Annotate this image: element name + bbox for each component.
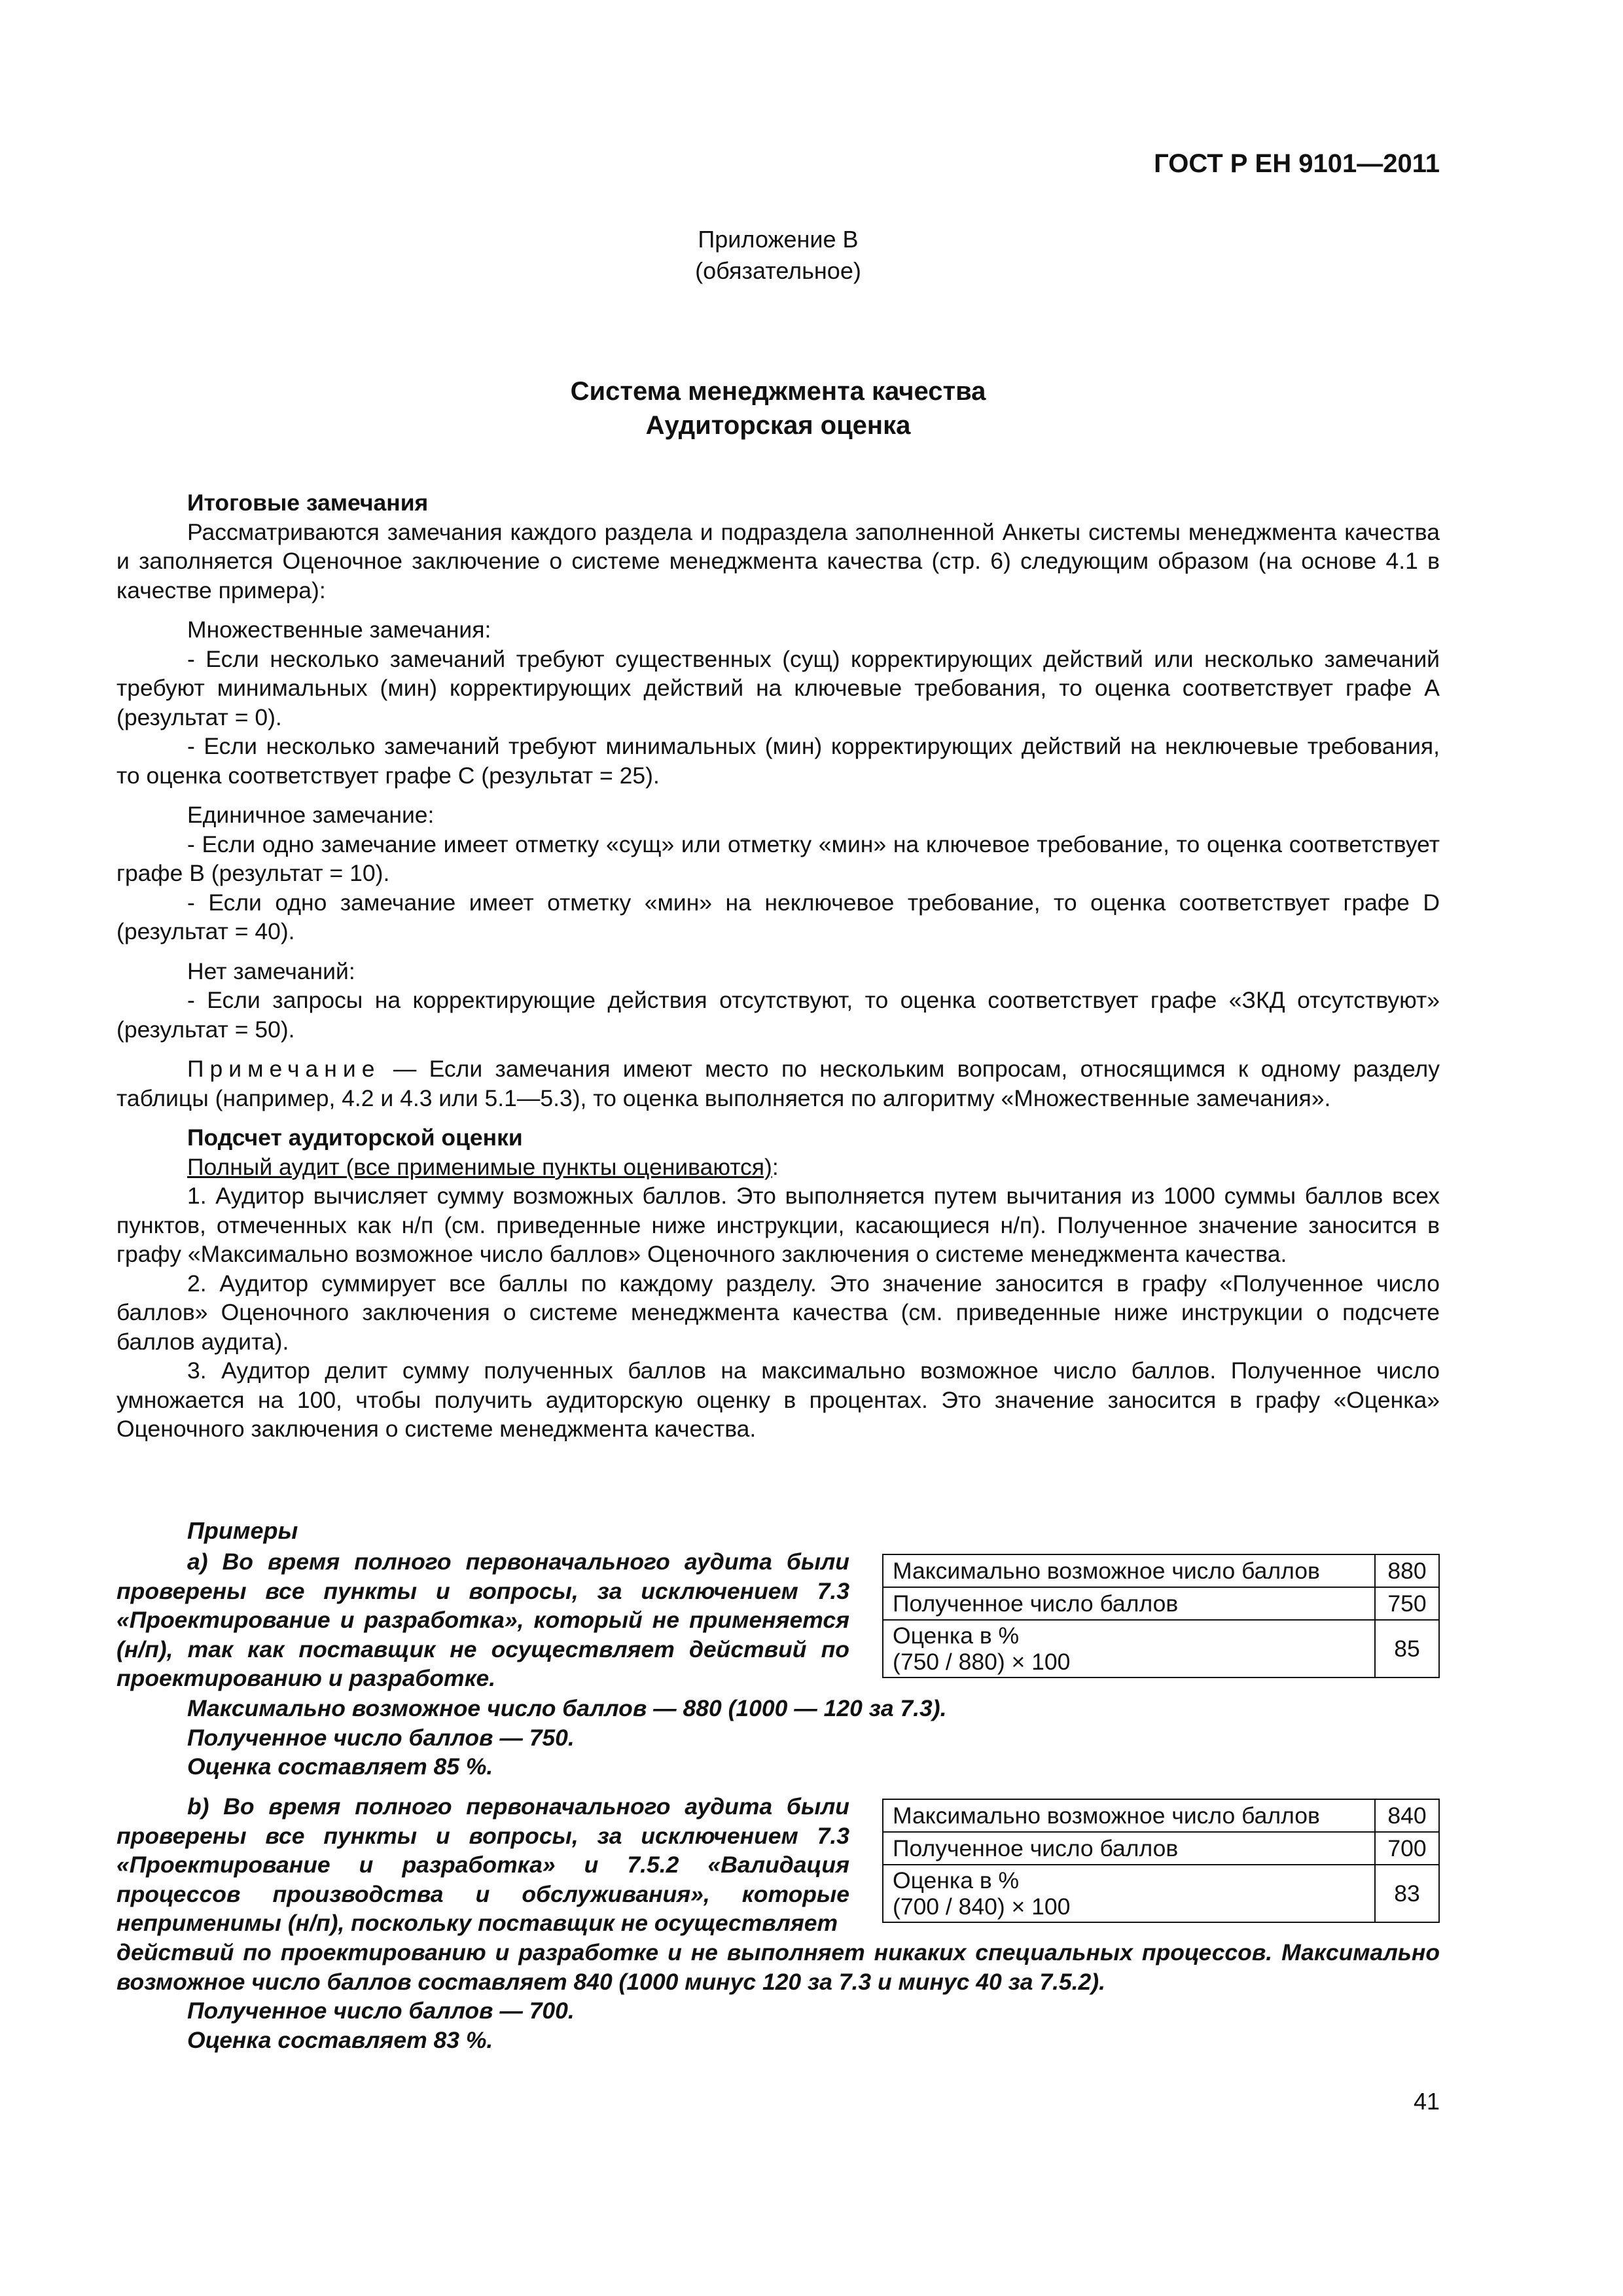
got-points-label: Полученное число баллов: [883, 1587, 1375, 1620]
example-b-score: Оценка составляет 83 %.: [187, 2026, 493, 2053]
examples-heading: Примеры: [187, 1517, 298, 1544]
score-label-line1: Оценка в %: [893, 1623, 1020, 1649]
full-audit-line: [116, 1153, 1440, 1182]
got-points-value: 750: [1375, 1587, 1439, 1620]
example-a-paragraph: а) Во время полного первоначального аудита были проверены все пункты и вопросы, за исключением 7.3 «Проектирование и разработка», который не применяется (н/п), так как поставщик не осуществляет действий по проектированию и разработке.: [116, 1549, 849, 1691]
max-points-value: 880: [1375, 1554, 1439, 1587]
example-a-results: [116, 1694, 1440, 1782]
full-audit-label: Полный аудит (все применимые пункты оцениваются): [187, 1153, 772, 1180]
table-row: [883, 1620, 1439, 1677]
final-remarks-intro: Рассматриваются замечания каждого раздела и подраздела заполненной Анкеты системы менеджмента качества и заполняется Оценочное заключение о системе менеджмента качества (стр. 6) следующим образом (на основе 4.1 в качестве примера):: [116, 518, 1440, 603]
table-row: [883, 1832, 1439, 1865]
example-a-got: Полученное число баллов — 750.: [187, 1724, 575, 1751]
calculation-step: 2. Аудитор суммирует все баллы по каждому разделу. Это значение заносится в графу «Полученное число баллов» Оценочного заключения о системе менеджмента качества (см. приведенные ниже инструкции о подсчете баллов аудита).: [116, 1270, 1440, 1355]
single-remark-item: - Если одно замечание имеет отметку «сущ» или отметку «мин» на ключевое требование, то оценка соответствует графе В (результат = 10).: [116, 831, 1440, 886]
example-a-text: [116, 1547, 849, 1693]
table-row: [883, 1554, 1439, 1587]
section-title: [116, 374, 1440, 442]
calculation-step: 3. Аудитор делит сумму полученных баллов на максимально возможное число баллов. Полученное число умножается на 100, чтобы получить аудиторскую оценку в процентах. Это значение заносится в графу «Оценка» Оценочного заключения о системе менеджмента качества.: [116, 1357, 1440, 1442]
note-label: Примечание: [187, 1056, 381, 1082]
max-points-value: 840: [1375, 1799, 1439, 1832]
note-text: — Если замечания имеют место по нескольким вопросам, относящимся к одному разделу таблицы (например, 4.2 и 4.3 или 5.1—5.3), то оценка выполняется по алгоритму «Множественные замечания».: [116, 1056, 1440, 1111]
example-b-table: [882, 1799, 1440, 1923]
section-title-line1: Система менеджмента качества: [570, 377, 986, 406]
main-text: [116, 488, 1440, 1444]
annex-status: (обязательное): [695, 257, 861, 284]
single-remark-item: - Если одно замечание имеет отметку «мин» на неключевое требование, то оценка соответствует графе D (результат = 40).: [116, 889, 1440, 944]
calculation-heading: Подсчет аудиторской оценки: [187, 1124, 523, 1151]
calculation-step: 1. Аудитор вычисляет сумму возможных баллов. Это выполняется путем вычитания из 1000 суммы баллов всех пунктов, отмеченных как н/п (см. приведенные ниже инструкции, касающиеся н/п). Полученное значение заносится в графу «Максимально возможное число баллов» Оценочного заключения о системе менеджмента качества.: [116, 1183, 1440, 1267]
no-remarks-item: - Если запросы на корректирующие действия отсутствуют, то оценка соответствует графе «ЗКД отсутствуют» (результат = 50).: [116, 987, 1440, 1043]
example-a-table: [882, 1554, 1440, 1678]
example-b-results: [116, 1938, 1440, 2054]
example-b-continuation: действий по проектированию и разработке и не выполняет никаких специальных процессов. Максимально возможное число баллов составляет 840 (1000 минус 120 за 7.3 и минус 40 за 7.5.2).: [116, 1939, 1440, 1995]
score-label: [883, 1620, 1375, 1677]
score-value: 83: [1375, 1865, 1439, 1922]
single-remark-label: Единичное замечание:: [187, 802, 435, 828]
score-label: [883, 1865, 1375, 1922]
multiple-remarks-item: - Если несколько замечаний требуют существенных (сущ) корректирующих действий или несколько замечаний требуют минимальных (мин) корректирующих действий на ключевые требования, то оценка соответствует графе А (результат = 0).: [116, 645, 1440, 730]
final-remarks-heading: Итоговые замечания: [187, 490, 429, 516]
example-b-got: Полученное число баллов — 700.: [187, 1998, 575, 2024]
table-row: [883, 1587, 1439, 1620]
score-value: 85: [1375, 1620, 1439, 1677]
section-title-line2: Аудиторская оценка: [645, 411, 911, 440]
table-row: [883, 1865, 1439, 1922]
table-row: [883, 1799, 1439, 1832]
score-label-line2: (750 / 880) × 100: [893, 1649, 1071, 1675]
got-points-label: Полученное число баллов: [883, 1832, 1375, 1865]
annex-title: Приложение В: [698, 226, 859, 253]
no-remarks-label: Нет замечаний:: [187, 958, 355, 984]
multiple-remarks-label: Множественные замечания:: [187, 617, 491, 643]
note: [116, 1054, 1440, 1113]
example-a-score: Оценка составляет 85 %.: [187, 1753, 493, 1780]
score-label-line2: (700 / 840) × 100: [893, 1893, 1071, 1920]
max-points-label: Максимально возможное число баллов: [883, 1554, 1375, 1587]
score-label-line1: Оценка в %: [893, 1867, 1020, 1893]
standard-code: ГОСТ Р ЕН 9101—2011: [1154, 149, 1440, 178]
full-audit-colon: :: [772, 1153, 779, 1180]
max-points-label: Максимально возможное число баллов: [883, 1799, 1375, 1832]
page-number: 41: [1413, 2088, 1440, 2115]
got-points-value: 700: [1375, 1832, 1439, 1865]
example-b-paragraph: b) Во время полного первоначального аудита были проверены все пункты и вопросы, за исключением 7.3 «Проектирование и разработка» и 7.5.2 «Валидация процессов производства и обслуживания», которые неприменимы (н/п), поскольку поставщик не осуществляет: [116, 1793, 849, 1936]
example-b-text: [116, 1792, 849, 1938]
multiple-remarks-item: - Если несколько замечаний требуют минимальных (мин) корректирующих действий на неключевые требования, то оценка соответствует графе С (результат = 25).: [116, 733, 1440, 789]
annex-heading: [116, 224, 1440, 287]
example-a-max: Максимально возможное число баллов — 880 (1000 — 120 за 7.3).: [187, 1695, 947, 1721]
